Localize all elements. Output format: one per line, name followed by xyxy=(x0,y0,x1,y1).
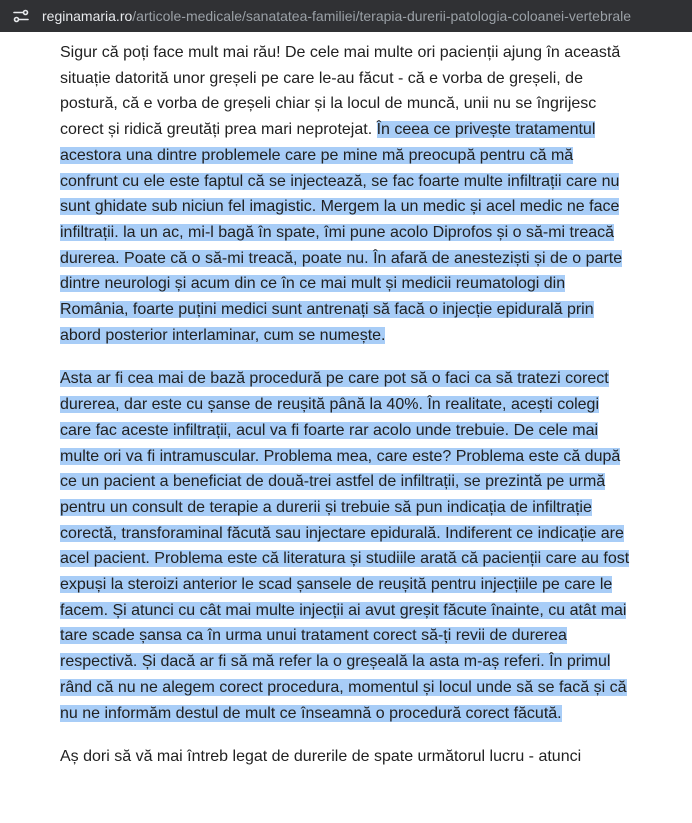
site-settings-icon[interactable] xyxy=(12,7,30,25)
article-paragraph-1 xyxy=(60,40,632,348)
article-paragraph-3 xyxy=(60,744,632,770)
paragraph-3-text: Aș dori să vă mai întreb legat de durerile de spate următorul lucru - atunci xyxy=(60,748,582,766)
article-body xyxy=(60,40,632,788)
browser-address-bar[interactable] xyxy=(0,0,692,32)
paragraph-2-selected-text: Asta ar fi cea mai de bază procedură pe care pot să o faci ca să tratezi corect durerea, dar este cu șanse de reușită până la 40%. În realitate, acești colegi care fac aceste infiltrații, acul va fi foarte rar acolo unde trebuie. De cele mai multe ori va fi intramuscular. Problema mea, care este? Problema este că după ce un pacient a beneficiat de două-trei astfel de infiltrații, se prezintă pe urmă pentru un consult de terapie a durerii și trebuie să pun indicația de infiltrație corectă, transforaminal făcută sau injectare epidurală. Indiferent ce indicație are acel pacient. Problema este că literatura și studiile arată că pacienții care au fost expuși la steroizi anterior le scad șansele de reușită pentru injecțiile pe care le facem. Și atunci cu cât mai multe injecții ai avut greșit făcute înainte, cu atât mai tare scade șansa ca în urma unui tratament corect să-ți revii de durerea respectivă. Și dacă ar fi să mă refer la o greșeală la asta m-aș referi. În primul rând că nu ne alegem corect procedura, momentul și locul unde să se facă și că nu ne informăm destul de mult ce înseamnă o procedură corect făcută. xyxy=(60,370,630,722)
url-path: /articole-medicale/sanatatea-familiei/terapia-durerii-patologia-coloanei-vertebrale xyxy=(132,8,632,24)
url-domain: reginamaria.ro xyxy=(42,8,133,24)
article-paragraph-2 xyxy=(60,366,632,726)
paragraph-1-selected-text: În ceea ce privește tratamentul acestora una dintre problemele care pe mine mă preocupă pentru că mă confrunt cu ele este faptul că se injectează, se fac foarte multe infiltrații care nu sunt ghidate sub niciun fel imagistic. Mergem la un medic și acel medic ne face infiltrații. la un ac, mi-l bagă în spate, îmi pune acolo Diprofos și o să-mi treacă durerea. Poate că o să-mi treacă, poate nu. În afară de anesteziști și de o parte dintre neurologi și acum din ce în ce mai mult și medicii reumatologi din România, foarte puțini medici sunt antrenați să facă o injecție epidurală prin abord posterior interlaminar, cum se numește. xyxy=(60,121,623,344)
paragraph-1-text: Sigur că poți face mult mai rău! De cele mai multe ori pacienții ajung în această situație datorită unor greșeli pe care le-au făcut - că e vorba de greșeli, de postură, că e vorba de greșeli chiar și la locul de muncă, unii nu se îngrijesc corect și ridică greutăți prea mari neprotejat. xyxy=(60,44,621,139)
url-text[interactable] xyxy=(42,8,631,24)
